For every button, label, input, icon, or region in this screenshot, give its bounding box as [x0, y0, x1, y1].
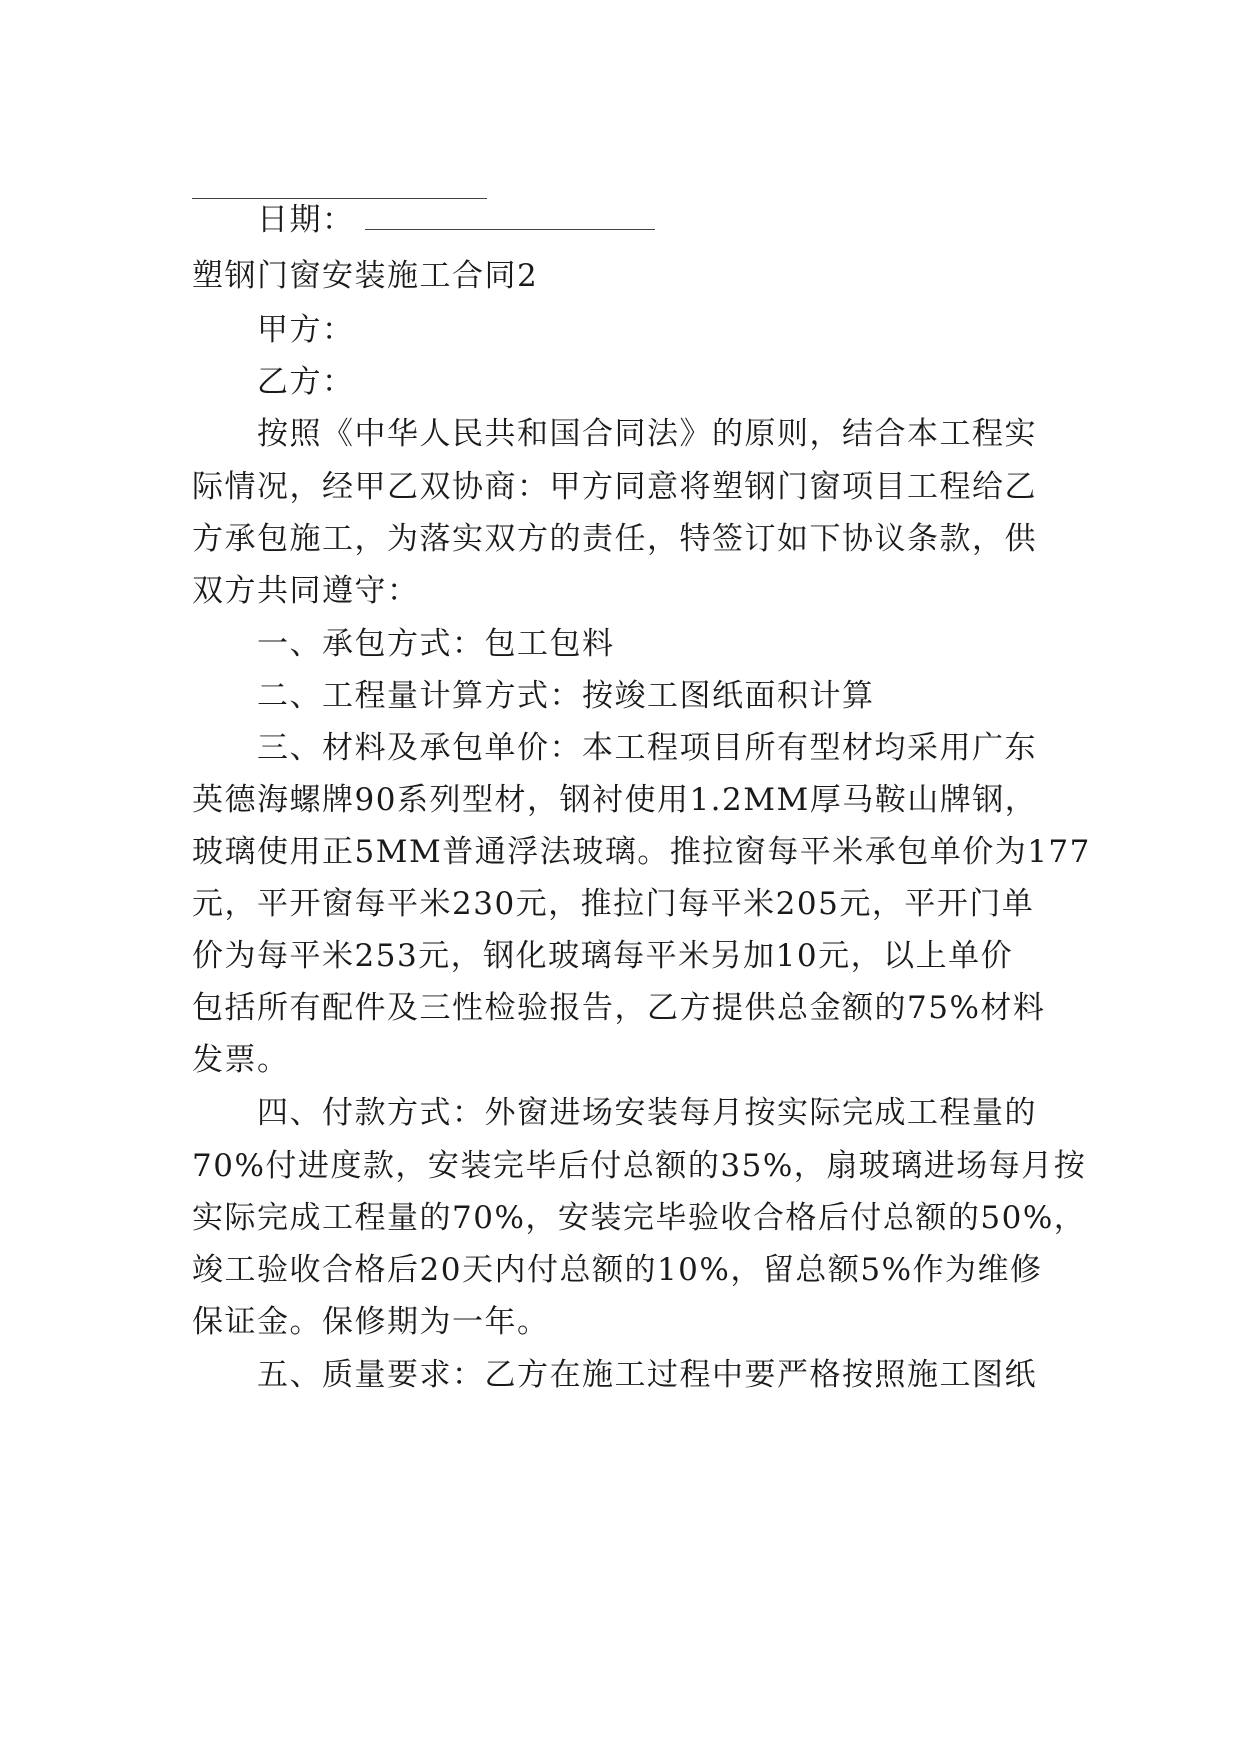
- body-line: 际情况，经甲乙双协商：甲方同意将塑钢门窗项目工程给乙: [192, 469, 1037, 505]
- party-b-label: 乙方：: [257, 364, 355, 400]
- body-line: 双方共同遵守：: [192, 573, 420, 609]
- body-line: 元，平开窗每平米230元，推拉门每平米205元，平开门单: [192, 886, 1035, 922]
- body-line: 保证金。保修期为一年。: [192, 1304, 550, 1340]
- clause-3: 三、材料及承包单价：本工程项目所有型材均采用广东: [257, 730, 1037, 766]
- body-line: 玻璃使用正5MM普通浮法玻璃。推拉窗每平米承包单价为177: [192, 834, 1091, 870]
- party-a-label: 甲方：: [257, 312, 355, 348]
- document-title: 塑钢门窗安装施工合同2: [192, 258, 539, 294]
- date-line: [257, 200, 1117, 240]
- clause-2: 二、工程量计算方式：按竣工图纸面积计算: [257, 678, 875, 714]
- body-line: 发票。: [192, 1042, 290, 1078]
- body-line: 竣工验收合格后20天内付总额的10%，留总额5%作为维修: [192, 1252, 1043, 1288]
- body-line: 英德海螺牌90系列型材，钢衬使用1.2MM厚马鞍山牌钢，: [192, 782, 1038, 818]
- signature-line: [192, 198, 487, 199]
- body-line: 实际完成工程量的70%，安装完毕验收合格后付总额的50%，: [192, 1200, 1087, 1236]
- clause-4: 四、付款方式：外窗进场安装每月按实际完成工程量的: [257, 1095, 1037, 1131]
- body-line: 包括所有配件及三性检验报告，乙方提供总金额的75%材料: [192, 990, 1046, 1026]
- body-line: 70%付进度款，安装完毕后付总额的35%，扇玻璃进场每月按: [192, 1148, 1087, 1184]
- date-label: 日期：: [257, 202, 355, 238]
- clause-1: 一、承包方式：包工包料: [257, 626, 615, 662]
- clause-5: 五、质量要求：乙方在施工过程中要严格按照施工图纸: [257, 1357, 1037, 1393]
- body-line: 按照《中华人民共和国合同法》的原则，结合本工程实: [257, 416, 1037, 452]
- body-line: 价为每平米253元，钢化玻璃每平米另加10元，以上单价: [192, 938, 1014, 974]
- date-blank: [365, 201, 655, 230]
- body-line: 方承包施工，为落实双方的责任，特签订如下协议条款，供: [192, 521, 1037, 557]
